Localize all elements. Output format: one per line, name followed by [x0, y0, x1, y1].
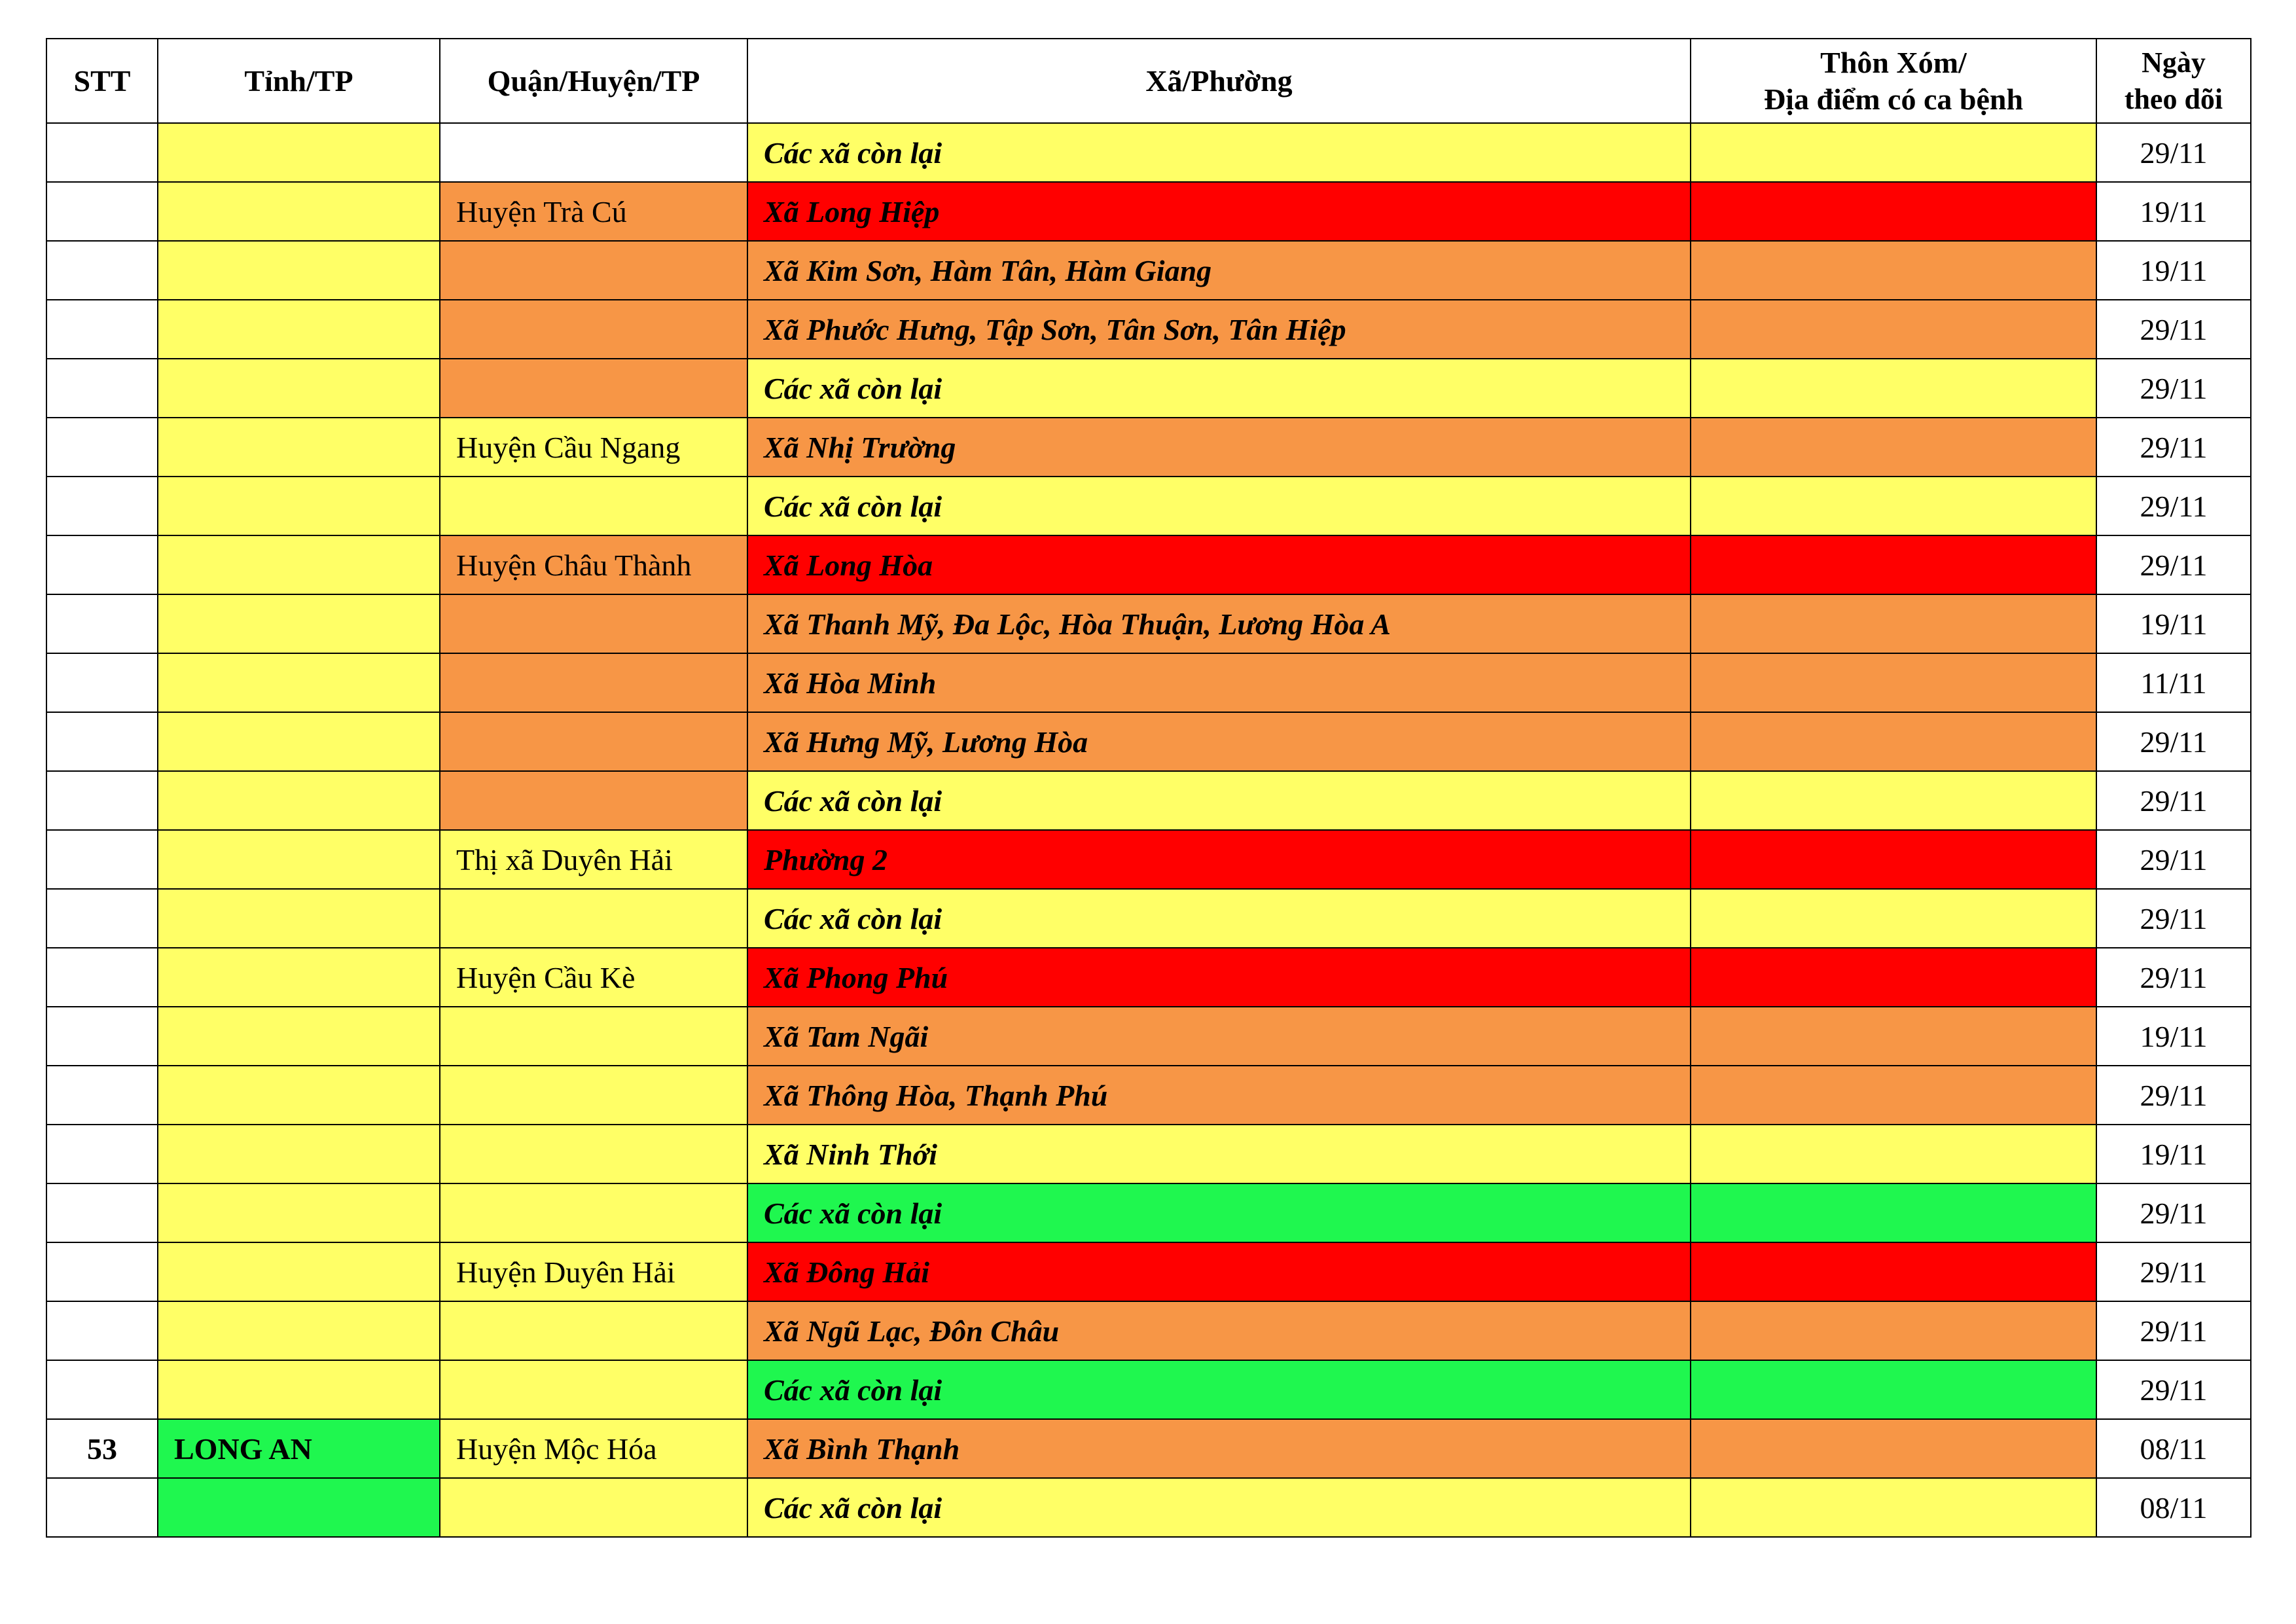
header-thon [1691, 39, 2096, 123]
header-quan: Quận/Huyện/TP [440, 39, 747, 123]
cell-quan [440, 241, 747, 300]
cell-quan [440, 1360, 747, 1419]
cell-quan [440, 1125, 747, 1183]
cell-ngay: 29/11 [2096, 418, 2251, 477]
header-stt: STT [46, 39, 158, 123]
cell-stt [46, 241, 158, 300]
cell-xa: Xã Hưng Mỹ, Lương Hòa [747, 712, 1691, 771]
cell-stt [46, 1360, 158, 1419]
table-row [46, 1419, 2251, 1478]
header-tinh: Tỉnh/TP [158, 39, 440, 123]
cell-thon [1691, 1183, 2096, 1242]
table-row [46, 123, 2251, 182]
cell-thon [1691, 1125, 2096, 1183]
cell-quan: Huyện Cầu Ngang [440, 418, 747, 477]
cell-tinh [158, 594, 440, 653]
cell-ngay: 29/11 [2096, 889, 2251, 948]
cell-quan [440, 123, 747, 182]
table-row [46, 1066, 2251, 1125]
cell-ngay: 19/11 [2096, 594, 2251, 653]
cell-stt [46, 1301, 158, 1360]
table-row [46, 241, 2251, 300]
cell-thon [1691, 359, 2096, 418]
table-row [46, 830, 2251, 889]
cell-tinh [158, 712, 440, 771]
cell-ngay: 29/11 [2096, 948, 2251, 1007]
cell-xa: Các xã còn lại [747, 477, 1691, 535]
cell-xa: Các xã còn lại [747, 1360, 1691, 1419]
covid-risk-table [46, 38, 2251, 1538]
cell-stt [46, 123, 158, 182]
cell-stt [46, 1242, 158, 1301]
cell-tinh [158, 535, 440, 594]
table-row [46, 1478, 2251, 1537]
cell-xa: Xã Nhị Trường [747, 418, 1691, 477]
cell-stt [46, 359, 158, 418]
cell-ngay: 29/11 [2096, 830, 2251, 889]
cell-stt [46, 182, 158, 241]
cell-tinh [158, 418, 440, 477]
table-row [46, 1242, 2251, 1301]
cell-quan [440, 300, 747, 359]
cell-stt [46, 948, 158, 1007]
cell-tinh [158, 241, 440, 300]
header-thon-line2: Địa điểm có ca bệnh [1763, 82, 2024, 116]
cell-tinh [158, 477, 440, 535]
cell-thon [1691, 300, 2096, 359]
cell-thon [1691, 653, 2096, 712]
cell-tinh [158, 1183, 440, 1242]
cell-xa: Xã Tam Ngãi [747, 1007, 1691, 1066]
cell-stt [46, 535, 158, 594]
table-row [46, 889, 2251, 948]
header-row [46, 39, 2251, 123]
cell-xa: Xã Hòa Minh [747, 653, 1691, 712]
cell-xa: Xã Thông Hòa, Thạnh Phú [747, 1066, 1691, 1125]
cell-ngay: 29/11 [2096, 1183, 2251, 1242]
cell-quan: Huyện Mộc Hóa [440, 1419, 747, 1478]
cell-quan: Huyện Châu Thành [440, 535, 747, 594]
cell-ngay: 19/11 [2096, 1125, 2251, 1183]
cell-quan [440, 771, 747, 830]
cell-xa: Các xã còn lại [747, 1478, 1691, 1537]
cell-ngay: 29/11 [2096, 1301, 2251, 1360]
cell-ngay: 08/11 [2096, 1419, 2251, 1478]
cell-xa: Xã Phước Hưng, Tập Sơn, Tân Sơn, Tân Hiệp [747, 300, 1691, 359]
cell-quan: Huyện Trà Cú [440, 182, 747, 241]
cell-thon [1691, 712, 2096, 771]
cell-xa: Xã Đông Hải [747, 1242, 1691, 1301]
cell-stt [46, 771, 158, 830]
cell-quan [440, 1301, 747, 1360]
table-row [46, 1360, 2251, 1419]
cell-stt [46, 889, 158, 948]
table-row [46, 1183, 2251, 1242]
cell-quan [440, 1007, 747, 1066]
table-row [46, 300, 2251, 359]
cell-xa: Các xã còn lại [747, 771, 1691, 830]
cell-thon [1691, 1066, 2096, 1125]
cell-tinh [158, 1125, 440, 1183]
cell-quan [440, 889, 747, 948]
cell-quan [440, 1183, 747, 1242]
cell-thon [1691, 948, 2096, 1007]
table-row [46, 594, 2251, 653]
cell-stt [46, 1183, 158, 1242]
cell-ngay: 29/11 [2096, 1066, 2251, 1125]
cell-thon [1691, 771, 2096, 830]
cell-ngay: 19/11 [2096, 241, 2251, 300]
cell-ngay: 29/11 [2096, 1360, 2251, 1419]
cell-tinh [158, 830, 440, 889]
cell-thon [1691, 1360, 2096, 1419]
cell-ngay: 29/11 [2096, 359, 2251, 418]
table-row [46, 359, 2251, 418]
cell-thon [1691, 123, 2096, 182]
cell-tinh [158, 1066, 440, 1125]
table-row [46, 653, 2251, 712]
cell-ngay: 29/11 [2096, 1242, 2251, 1301]
cell-ngay: 29/11 [2096, 300, 2251, 359]
cell-xa: Các xã còn lại [747, 359, 1691, 418]
cell-stt: 53 [46, 1419, 158, 1478]
header-ngay [2096, 39, 2251, 123]
header-ngay-line2: theo dõi [2124, 82, 2223, 115]
cell-stt [46, 830, 158, 889]
cell-xa: Xã Ninh Thới [747, 1125, 1691, 1183]
cell-stt [46, 418, 158, 477]
table-row [46, 535, 2251, 594]
table-row [46, 1125, 2251, 1183]
cell-quan [440, 1066, 747, 1125]
cell-ngay: 08/11 [2096, 1478, 2251, 1537]
cell-stt [46, 300, 158, 359]
cell-stt [46, 1007, 158, 1066]
cell-tinh [158, 182, 440, 241]
cell-tinh [158, 1242, 440, 1301]
cell-ngay: 29/11 [2096, 535, 2251, 594]
cell-thon [1691, 182, 2096, 241]
cell-xa: Xã Bình Thạnh [747, 1419, 1691, 1478]
cell-thon [1691, 1301, 2096, 1360]
cell-thon [1691, 1007, 2096, 1066]
cell-tinh [158, 948, 440, 1007]
cell-quan: Huyện Duyên Hải [440, 1242, 747, 1301]
cell-thon [1691, 830, 2096, 889]
cell-tinh [158, 1007, 440, 1066]
cell-xa: Các xã còn lại [747, 1183, 1691, 1242]
cell-tinh: LONG AN [158, 1419, 440, 1478]
cell-tinh [158, 300, 440, 359]
cell-ngay: 19/11 [2096, 1007, 2251, 1066]
cell-quan [440, 594, 747, 653]
cell-tinh [158, 1360, 440, 1419]
cell-quan: Huyện Cầu Kè [440, 948, 747, 1007]
cell-quan [440, 1478, 747, 1537]
cell-xa: Xã Ngũ Lạc, Đôn Châu [747, 1301, 1691, 1360]
cell-ngay: 29/11 [2096, 123, 2251, 182]
header-xa: Xã/Phường [747, 39, 1691, 123]
cell-tinh [158, 889, 440, 948]
cell-thon [1691, 241, 2096, 300]
header-thon-line1: Thôn Xóm/ [1820, 45, 1967, 79]
cell-stt [46, 1066, 158, 1125]
cell-xa: Các xã còn lại [747, 889, 1691, 948]
cell-stt [46, 653, 158, 712]
cell-ngay: 29/11 [2096, 477, 2251, 535]
table-body [46, 123, 2251, 1537]
header-ngay-line1: Ngày [2142, 46, 2206, 79]
table-row [46, 1301, 2251, 1360]
cell-xa: Các xã còn lại [747, 123, 1691, 182]
cell-xa: Phường 2 [747, 830, 1691, 889]
cell-xa: Xã Long Hòa [747, 535, 1691, 594]
cell-tinh [158, 771, 440, 830]
cell-ngay: 29/11 [2096, 712, 2251, 771]
cell-ngay: 19/11 [2096, 182, 2251, 241]
cell-thon [1691, 1242, 2096, 1301]
cell-tinh [158, 653, 440, 712]
cell-stt [46, 1478, 158, 1537]
cell-xa: Xã Kim Sơn, Hàm Tân, Hàm Giang [747, 241, 1691, 300]
cell-stt [46, 1125, 158, 1183]
cell-thon [1691, 889, 2096, 948]
cell-xa: Xã Phong Phú [747, 948, 1691, 1007]
table-row [46, 1007, 2251, 1066]
table-row [46, 477, 2251, 535]
cell-xa: Xã Long Hiệp [747, 182, 1691, 241]
cell-tinh [158, 123, 440, 182]
cell-tinh [158, 359, 440, 418]
table-row [46, 948, 2251, 1007]
cell-xa: Xã Thanh Mỹ, Đa Lộc, Hòa Thuận, Lương Hòa A [747, 594, 1691, 653]
cell-stt [46, 712, 158, 771]
cell-tinh [158, 1301, 440, 1360]
cell-tinh [158, 1478, 440, 1537]
cell-quan [440, 359, 747, 418]
cell-quan [440, 477, 747, 535]
cell-ngay: 11/11 [2096, 653, 2251, 712]
cell-quan [440, 712, 747, 771]
table-row [46, 418, 2251, 477]
table-row [46, 712, 2251, 771]
table-row [46, 182, 2251, 241]
cell-quan [440, 653, 747, 712]
cell-stt [46, 594, 158, 653]
cell-ngay: 29/11 [2096, 771, 2251, 830]
cell-thon [1691, 1419, 2096, 1478]
cell-quan: Thị xã Duyên Hải [440, 830, 747, 889]
table-row [46, 771, 2251, 830]
cell-thon [1691, 477, 2096, 535]
cell-stt [46, 477, 158, 535]
cell-thon [1691, 594, 2096, 653]
cell-thon [1691, 418, 2096, 477]
cell-thon [1691, 1478, 2096, 1537]
cell-thon [1691, 535, 2096, 594]
